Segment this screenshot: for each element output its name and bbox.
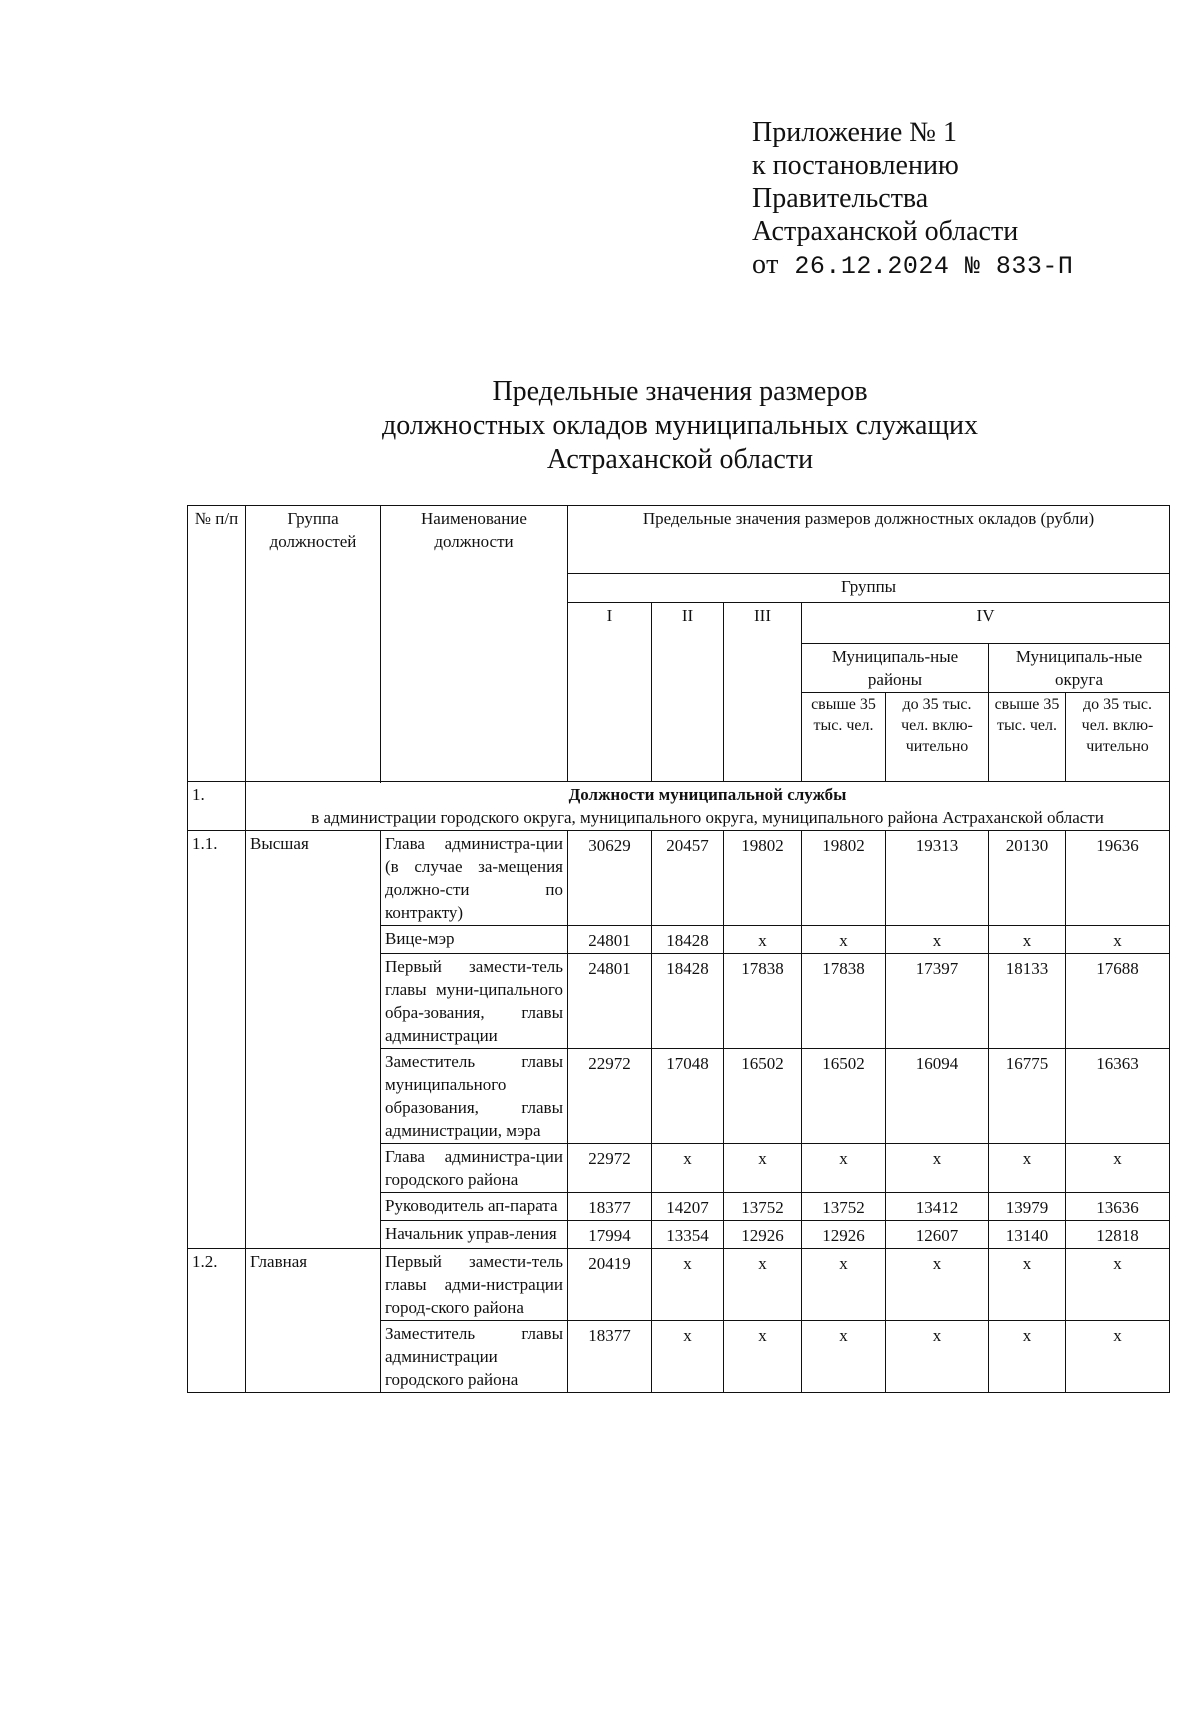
position-title: Руководитель ап-парата: [381, 1193, 568, 1221]
salary-value: x: [886, 1321, 989, 1393]
appendix-line: Приложение № 1: [752, 117, 957, 148]
salary-value: 12818: [1066, 1221, 1170, 1249]
header-group-1: I: [568, 603, 652, 782]
salary-value: 17838: [802, 954, 886, 1049]
salary-value: x: [1066, 926, 1170, 954]
salary-value: 22972: [568, 1049, 652, 1144]
salary-value: x: [989, 1321, 1066, 1393]
position-title: Глава администра-ции (в случае за-мещения должно-сти по контракту): [381, 831, 568, 926]
position-title: Первый замести-тель главы адми-нистрации город-ского района: [381, 1249, 568, 1321]
salary-value: 13354: [652, 1221, 724, 1249]
section-title: Должности муниципальной службы: [568, 785, 847, 804]
salary-value: 19802: [802, 831, 886, 926]
salary-value: x: [724, 1321, 802, 1393]
salary-value: x: [802, 1249, 886, 1321]
header-name: Наименование должности: [381, 506, 568, 782]
salary-value: 18377: [568, 1193, 652, 1221]
salary-value: 14207: [652, 1193, 724, 1221]
appendix-line: к постановлению: [752, 150, 959, 181]
title-line: Предельные значения размеров: [492, 376, 868, 407]
salary-value: 22972: [568, 1144, 652, 1193]
header-mun-districts: Муниципаль-ные районы: [802, 644, 989, 693]
salary-value: x: [802, 1321, 886, 1393]
appendix-line: Астраханской области: [752, 216, 1019, 247]
document-title: [180, 375, 1180, 477]
salary-value: 13979: [989, 1193, 1066, 1221]
appendix-line: Правительства: [752, 183, 929, 214]
salary-value: x: [652, 1144, 724, 1193]
salary-value: x: [652, 1321, 724, 1393]
appendix-date-number: 26.12.2024 № 833-П: [794, 252, 1074, 281]
salary-value: 16775: [989, 1049, 1066, 1144]
group-name: Главная: [246, 1249, 381, 1393]
header-group-4: IV: [802, 603, 1170, 644]
table-row: [188, 1249, 1170, 1321]
salary-value: 13752: [724, 1193, 802, 1221]
salary-value: 17688: [1066, 954, 1170, 1049]
salary-value: 16363: [1066, 1049, 1170, 1144]
title-line: должностных окладов муниципальных служащих: [381, 410, 978, 441]
salary-value: x: [989, 1249, 1066, 1321]
salary-value: 17397: [886, 954, 989, 1049]
salary-value: x: [724, 1144, 802, 1193]
table-row: [188, 831, 1170, 926]
appendix-date-line: [752, 248, 1073, 283]
section-subtitle: в администрации городского округа, муниципального округа, муниципального района Астраханской области: [311, 808, 1104, 827]
salary-value: x: [886, 1144, 989, 1193]
salary-value: 12607: [886, 1221, 989, 1249]
salary-value: x: [724, 926, 802, 954]
salary-value: 24801: [568, 926, 652, 954]
title-line: Астраханской области: [546, 444, 814, 475]
salary-value: 12926: [724, 1221, 802, 1249]
salary-value: x: [724, 1249, 802, 1321]
salary-value: 24801: [568, 954, 652, 1049]
position-title: Вице-мэр: [381, 926, 568, 954]
appendix-ot: от: [752, 249, 779, 280]
header-group-3: III: [724, 603, 802, 782]
header-upto35-districts: до 35 тыс. чел. вклю-чительно: [886, 693, 989, 782]
salary-value: 17048: [652, 1049, 724, 1144]
salary-value: 16094: [886, 1049, 989, 1144]
salary-value: 18428: [652, 926, 724, 954]
salary-value: 17838: [724, 954, 802, 1049]
appendix-block: [752, 116, 1073, 283]
salary-value: 13636: [1066, 1193, 1170, 1221]
group-num: 1.2.: [188, 1249, 246, 1393]
salary-value: x: [1066, 1321, 1170, 1393]
position-title: Заместитель главы муниципального образования, главы администрации, мэра: [381, 1049, 568, 1144]
salary-value: x: [802, 1144, 886, 1193]
salary-value: 13140: [989, 1221, 1066, 1249]
header-limits: Предельные значения размеров должностных окладов (рубли): [568, 506, 1170, 574]
salary-value: 20457: [652, 831, 724, 926]
salary-value: 16502: [802, 1049, 886, 1144]
header-upto35-okrug: до 35 тыс. чел. вклю-чительно: [1066, 693, 1170, 782]
header-num: № п/п: [188, 506, 246, 782]
position-title: Глава администра-ции городского района: [381, 1144, 568, 1193]
group-name: Высшая: [246, 831, 381, 1249]
salary-value: 20130: [989, 831, 1066, 926]
salary-value: x: [1066, 1249, 1170, 1321]
header-groups: Группы: [568, 574, 1170, 603]
salary-value: 16502: [724, 1049, 802, 1144]
salary-value: x: [652, 1249, 724, 1321]
group-num: 1.1.: [188, 831, 246, 1249]
salary-value: 19802: [724, 831, 802, 926]
salary-value: 13412: [886, 1193, 989, 1221]
section-num: 1.: [188, 782, 246, 831]
position-title: Первый замести-тель главы муни-ципального обра-зования, главы администрации: [381, 954, 568, 1049]
salary-value: 20419: [568, 1249, 652, 1321]
salary-value: x: [989, 1144, 1066, 1193]
section-heading: [246, 782, 1170, 831]
header-group: Группа должностей: [246, 506, 381, 782]
salary-value: 18428: [652, 954, 724, 1049]
header-mun-okrug: Муниципаль-ные округа: [989, 644, 1170, 693]
salary-value: 19313: [886, 831, 989, 926]
salary-value: 30629: [568, 831, 652, 926]
position-title: Заместитель главы администрации городского района: [381, 1321, 568, 1393]
salary-value: 17994: [568, 1221, 652, 1249]
salary-value: x: [1066, 1144, 1170, 1193]
salary-value: 18133: [989, 954, 1066, 1049]
position-title: Начальник управ-ления: [381, 1221, 568, 1249]
salary-value: x: [802, 926, 886, 954]
header-over35-districts: свыше 35 тыс. чел.: [802, 693, 886, 782]
salary-value: x: [886, 926, 989, 954]
salary-value: 18377: [568, 1321, 652, 1393]
salary-value: 19636: [1066, 831, 1170, 926]
header-over35-okrug: свыше 35 тыс. чел.: [989, 693, 1066, 782]
salary-value: x: [989, 926, 1066, 954]
header-group-2: II: [652, 603, 724, 782]
salary-value: 13752: [802, 1193, 886, 1221]
salary-value: 12926: [802, 1221, 886, 1249]
salary-value: x: [886, 1249, 989, 1321]
salary-table: [187, 505, 1170, 1393]
